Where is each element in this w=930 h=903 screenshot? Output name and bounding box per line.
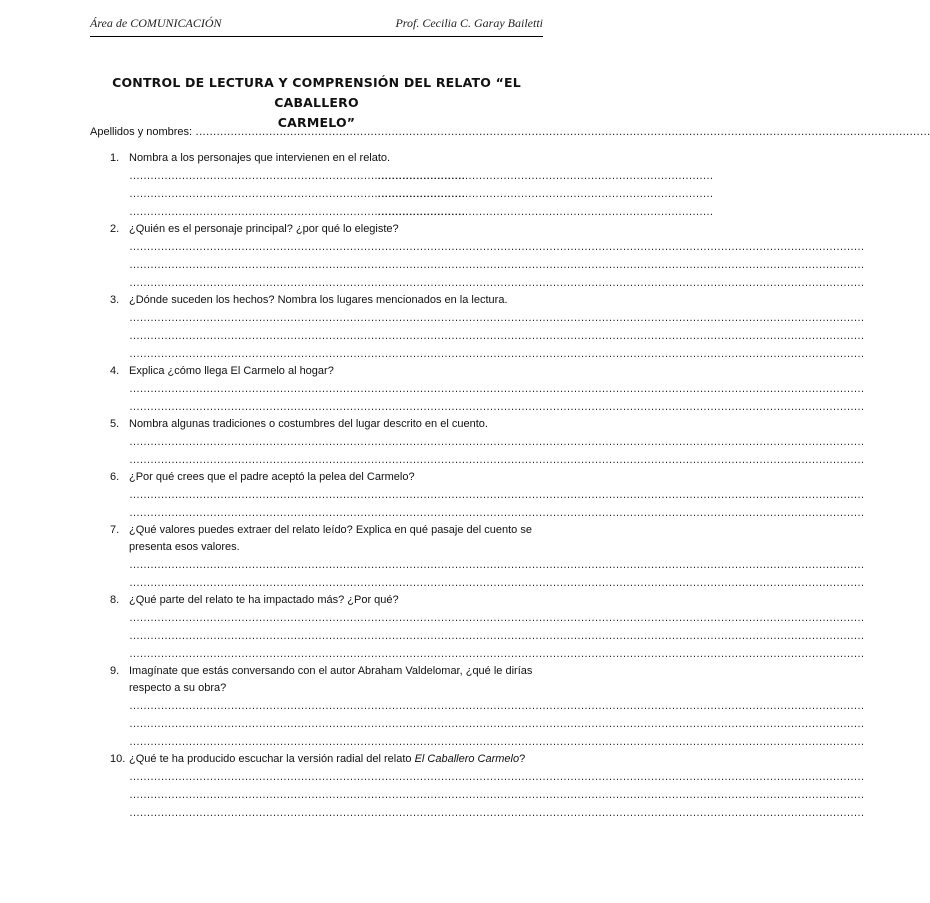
question-text: Nombra algunas tradiciones o costumbres del lugar descrito en el cuento. <box>129 418 488 430</box>
answer-row <box>129 185 713 203</box>
answer-line[interactable]: …………………………………………………………………………………… <box>377 170 713 182</box>
question-7 <box>90 522 864 592</box>
question-number: 3. <box>110 294 120 306</box>
answer-line[interactable]: …………………………………………………………………………………… <box>129 188 465 200</box>
question-number: 5. <box>110 418 120 430</box>
question-2 <box>90 221 864 292</box>
question-number: 1. <box>110 152 120 164</box>
answer-line[interactable]: ………………………………………………………………………………………………………………………………………………………………………………………… <box>129 259 864 271</box>
answer-line[interactable]: ………………………………………………………………………………………………………………………………………………………………………………………… <box>129 454 864 466</box>
answer-line[interactable]: ………………………………………………………………………………………………………………………………………………………………………………………… <box>129 277 864 289</box>
question-3 <box>90 292 864 363</box>
answer-line[interactable]: ………………………………………………………………………………………………………………………………………………………………………………………… <box>129 559 864 571</box>
question-text: ¿Quién es el personaje principal? ¿por qué lo elegiste? <box>129 223 399 235</box>
title-line-1: CONTROL DE LECTURA Y COMPRENSIÓN DEL RELATO “EL CABALLERO <box>112 75 521 110</box>
student-name-field[interactable] <box>90 124 930 140</box>
story-title: El Caballero Carmelo <box>414 753 520 765</box>
question-number: 8. <box>110 594 120 606</box>
title-line-2: CARMELO” <box>277 115 356 130</box>
answer-line[interactable]: ………………………………………………………………………………………………………………………………………………………………………………………… <box>129 807 864 819</box>
header-teacher: Prof. Cecilia C. Garay Bailetti <box>395 16 543 30</box>
answer-line[interactable]: ………………………………………………………………………………………………………………………………………………………………………………………… <box>129 401 864 413</box>
question-text: ¿Qué parte del relato te ha impactado más? ¿Por qué? <box>129 594 399 606</box>
answer-line[interactable]: …………………………………………………………………………………… <box>129 206 465 218</box>
answer-line[interactable]: ………………………………………………………………………………………………………………………………………………………………………………………… <box>129 577 864 589</box>
question-number: 4. <box>110 365 120 377</box>
answer-line[interactable]: …………………………………………………………………………………… <box>129 170 465 182</box>
answer-line[interactable]: ………………………………………………………………………………………………………………………………………………………………………………………… <box>129 718 864 730</box>
answer-line[interactable]: ………………………………………………………………………………………………………………………………………………………………………………………… <box>129 383 864 395</box>
answer-row <box>129 167 713 185</box>
answer-line[interactable]: ………………………………………………………………………………………………………………………………………………………………………………………… <box>129 771 864 783</box>
question-number: 2. <box>110 223 120 235</box>
question-4 <box>90 363 864 416</box>
question-text-end: ? <box>519 753 526 765</box>
page-header <box>90 16 543 30</box>
answer-line[interactable]: …………………………………………………………………………………… <box>377 206 713 218</box>
question-text <box>129 751 543 768</box>
answer-line[interactable]: ………………………………………………………………………………………………………………………………………………………………………………………… <box>129 648 864 660</box>
answer-line[interactable]: ………………………………………………………………………………………………………………………………………………………………………………………… <box>129 612 864 624</box>
header-divider <box>90 36 543 37</box>
answer-line[interactable]: ………………………………………………………………………………………………………………………………………………………………………………………… <box>129 312 864 324</box>
question-number: 7. <box>110 524 120 536</box>
question-number: 9. <box>110 665 120 677</box>
question-text: ¿Dónde suceden los hechos? Nombra los lugares mencionados en la lectura. <box>129 294 508 306</box>
answer-line[interactable]: ………………………………………………………………………………………………………………………………………………………………………………………… <box>129 507 864 519</box>
answer-line[interactable]: ………………………………………………………………………………………………………………………………………………………………………………………… <box>129 630 864 642</box>
question-text: ¿Qué valores puedes extraer del relato leído? Explica en qué pasaje del cuento se presenta esos valores. <box>129 524 532 553</box>
question-number: 10. <box>110 753 126 765</box>
answer-line[interactable]: ………………………………………………………………………………………………………………………………………………………………………………………… <box>129 736 864 748</box>
question-10 <box>90 751 864 822</box>
question-text: Explica ¿cómo llega El Carmelo al hogar? <box>129 365 334 377</box>
question-text: ¿Por qué crees que el padre aceptó la pelea del Carmelo? <box>129 471 415 483</box>
answer-line[interactable]: ………………………………………………………………………………………………………………………………………………………………………………………… <box>129 489 864 501</box>
answer-line[interactable]: ………………………………………………………………………………………………………………………………………………………………………………………… <box>129 330 864 342</box>
student-name-blank[interactable]: ………………………………………………………………………………………………………………………………………………………………………………………… <box>195 126 930 138</box>
question-text: Nombra a los personajes que intervienen en el relato. <box>129 152 391 164</box>
question-6 <box>90 469 864 522</box>
question-9 <box>90 663 864 751</box>
answer-line[interactable]: ………………………………………………………………………………………………………………………………………………………………………………………… <box>129 789 864 801</box>
question-list <box>90 150 864 822</box>
header-area: Área de COMUNICACIÓN <box>90 16 222 30</box>
student-name-label: Apellidos y nombres: <box>90 126 193 138</box>
answer-row <box>129 203 713 221</box>
question-text-start: ¿Qué te ha producido escuchar la versión radial del relato <box>129 753 415 765</box>
question-1 <box>90 150 713 221</box>
answer-line[interactable]: …………………………………………………………………………………… <box>377 188 713 200</box>
answer-line[interactable]: ………………………………………………………………………………………………………………………………………………………………………………………… <box>129 436 864 448</box>
answer-line[interactable]: ………………………………………………………………………………………………………………………………………………………………………………………… <box>129 348 864 360</box>
question-5 <box>90 416 864 469</box>
question-8 <box>90 592 864 663</box>
answer-line[interactable]: ………………………………………………………………………………………………………………………………………………………………………………………… <box>129 700 864 712</box>
question-text: Imagínate que estás conversando con el autor Abraham Valdelomar, ¿qué le dirías respecto a su obra? <box>129 665 533 694</box>
question-number: 6. <box>110 471 120 483</box>
answer-line[interactable]: ………………………………………………………………………………………………………………………………………………………………………………………… <box>129 241 864 253</box>
